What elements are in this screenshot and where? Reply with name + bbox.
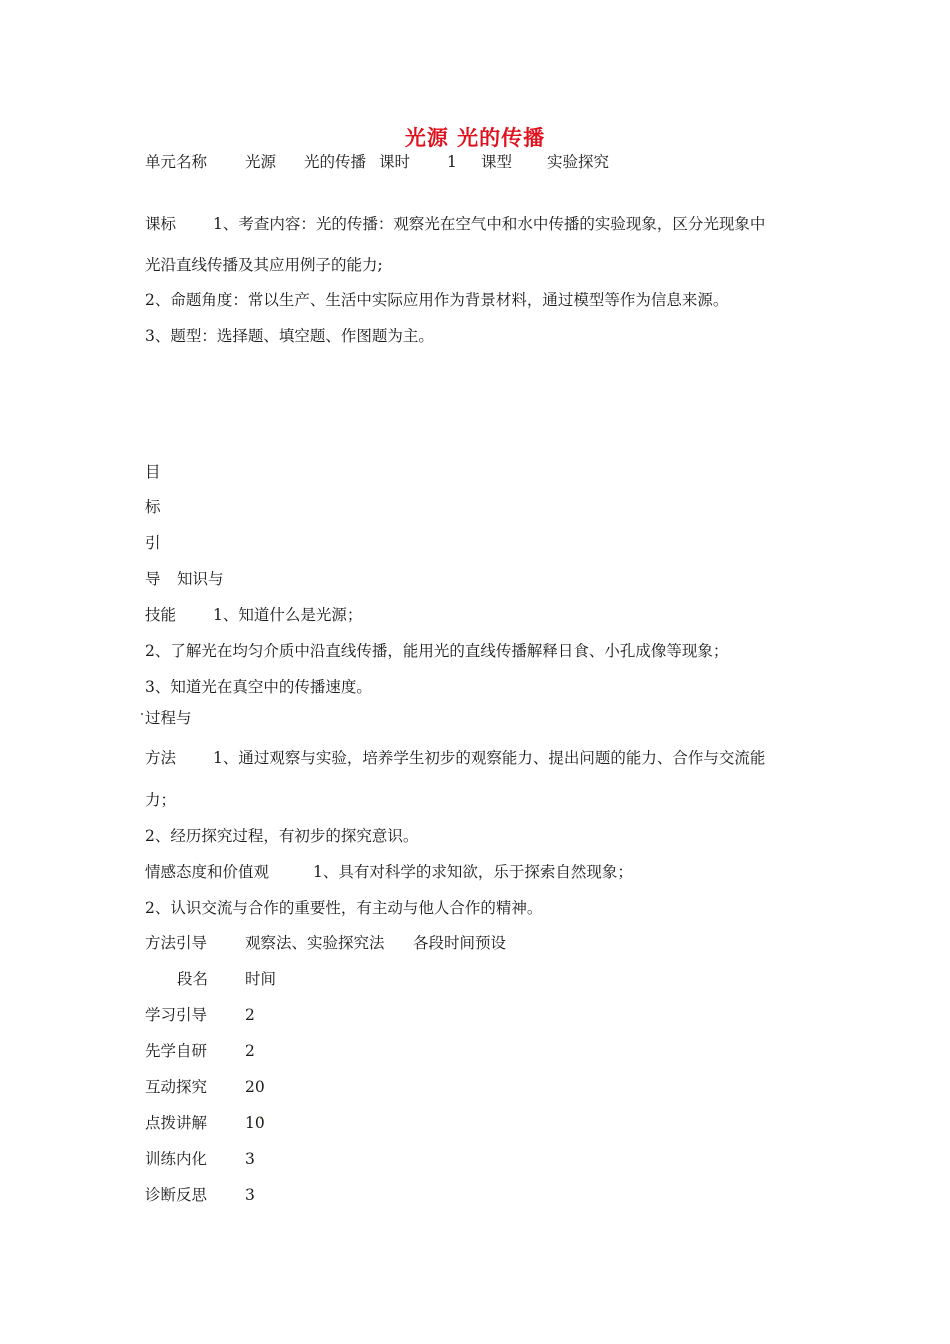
schedule-row-name: 学习引导 xyxy=(145,1006,208,1024)
knowledge-label: 知识与 xyxy=(177,570,224,588)
goal-vertical-char-3: 引 xyxy=(145,534,161,552)
knowledge-item-2: 2、了解光在均匀介质中沿直线传播，能用光的直线传播解释日食、小孔成像等现象； xyxy=(145,642,729,660)
stray-mark xyxy=(141,713,143,715)
curriculum-line-3: 2、命题角度：常以生产、生活中实际应用作为背景材料，通过模型等作为信息来源。 xyxy=(145,291,729,309)
schedule-row-time: 10 xyxy=(245,1114,265,1132)
curriculum-line-2: 光沿直线传播及其应用例子的能力; xyxy=(145,256,383,274)
document-title: 光源 光的传播 xyxy=(404,125,546,150)
schedule-row-time: 2 xyxy=(245,1006,255,1024)
process-item-1-continued: 力； xyxy=(145,791,177,809)
process-item-1: 1、通过观察与实验，培养学生初步的观察能力、提出问题的能力、合作与交流能 xyxy=(213,749,766,767)
schedule-row-time: 3 xyxy=(245,1186,255,1204)
process-item-2: 2、经历探究过程，有初步的探究意识。 xyxy=(145,827,419,845)
schedule-row-time: 2 xyxy=(245,1042,255,1060)
period-value: 1 xyxy=(447,153,457,171)
unit-value-1: 光源 xyxy=(245,153,277,171)
schedule-row-name: 先学自研 xyxy=(145,1042,208,1060)
time-preset-label: 各段时间预设 xyxy=(413,934,507,952)
schedule-row-time: 3 xyxy=(245,1150,255,1168)
emotion-label: 情感态度和价值观 xyxy=(145,863,270,881)
skill-label: 技能 xyxy=(145,606,177,624)
schedule-header-name: 段名 xyxy=(177,970,209,988)
curriculum-label: 课标 xyxy=(145,215,177,233)
goal-vertical-char-4: 导 xyxy=(145,570,161,588)
goal-vertical-char-2: 标 xyxy=(145,498,161,516)
schedule-row-name: 训练内化 xyxy=(145,1150,208,1168)
period-label: 课时 xyxy=(379,153,411,171)
knowledge-item-3: 3、知道光在真空中的传播速度。 xyxy=(145,678,372,696)
emotion-item-2: 2、认识交流与合作的重要性，有主动与他人合作的精神。 xyxy=(145,899,543,917)
emotion-item-1: 1、具有对科学的求知欲，乐于探索自然现象； xyxy=(313,863,633,881)
unit-value-2: 光的传播 xyxy=(304,153,367,171)
type-label: 课型 xyxy=(481,153,513,171)
goal-vertical-char-1: 目 xyxy=(145,463,161,481)
method-guide-value: 观察法、实验探究法 xyxy=(245,934,385,952)
schedule-row-name: 互动探究 xyxy=(145,1078,208,1096)
schedule-row-name: 诊断反思 xyxy=(145,1186,208,1204)
method-label: 方法 xyxy=(145,749,177,767)
curriculum-line-1: 1、考查内容：光的传播：观察光在空气中和水中传播的实验现象，区分光现象中 xyxy=(213,215,766,233)
process-label: 过程与 xyxy=(145,709,192,727)
type-value: 实验探究 xyxy=(547,153,610,171)
schedule-row-time: 20 xyxy=(245,1078,265,1096)
curriculum-line-4: 3、题型：选择题、填空题、作图题为主。 xyxy=(145,327,434,345)
unit-label: 单元名称 xyxy=(145,153,208,171)
knowledge-item-1: 1、知道什么是光源； xyxy=(213,606,363,624)
method-guide-label: 方法引导 xyxy=(145,934,208,952)
schedule-row-name: 点拨讲解 xyxy=(145,1114,208,1132)
schedule-header-time: 时间 xyxy=(245,970,277,988)
